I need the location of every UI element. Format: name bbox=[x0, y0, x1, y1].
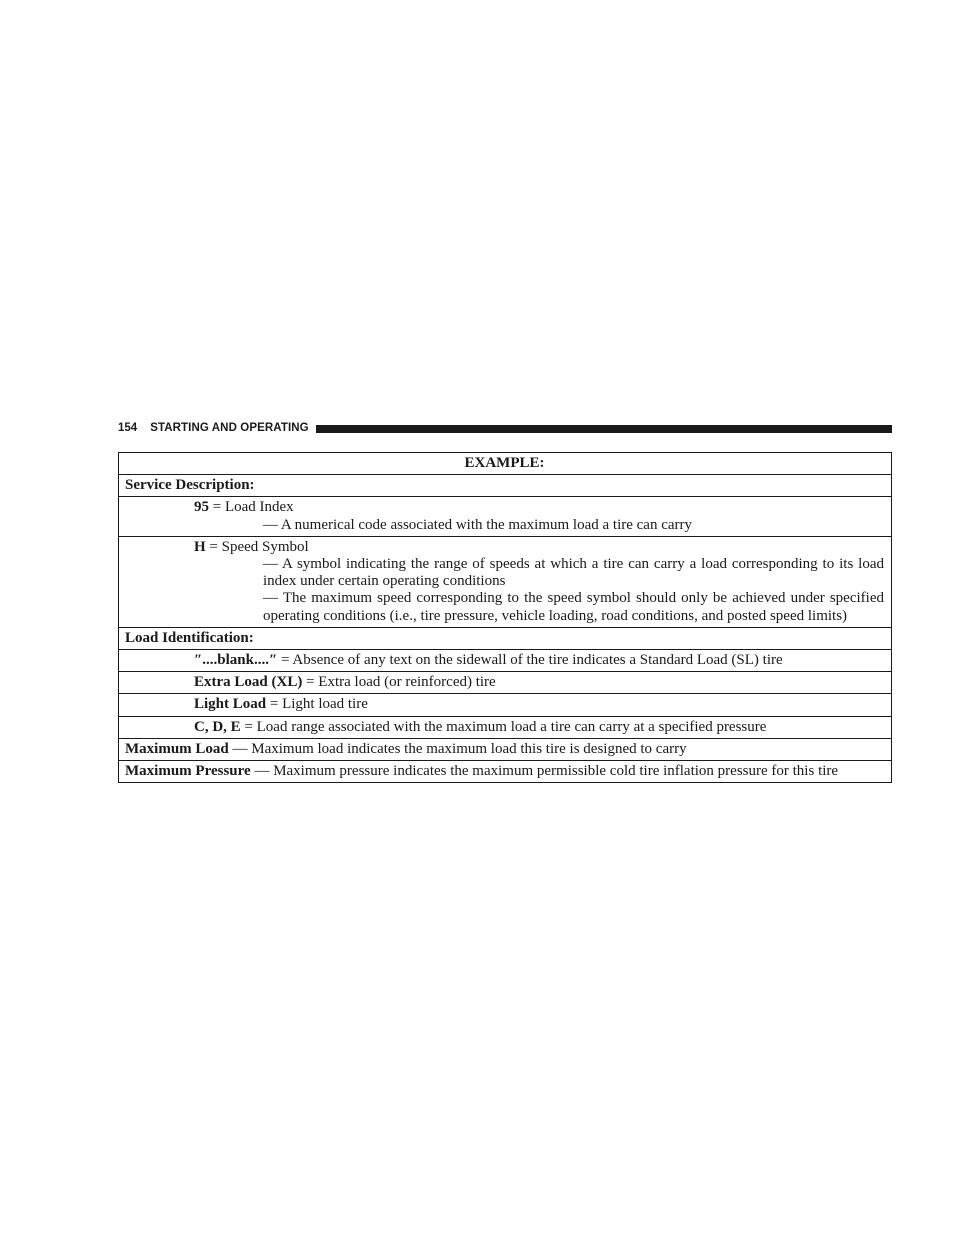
speed-symbol-code: H bbox=[194, 538, 206, 555]
load-desc: = Load range associated with the maximum load a tire can carry at a specified pressure bbox=[240, 718, 767, 735]
maximum-pressure-term: Maximum Pressure bbox=[125, 763, 251, 780]
load-desc: = Extra load (or reinforced) tire bbox=[302, 674, 496, 691]
load-term: Light Load bbox=[194, 696, 267, 713]
load-index-detail: — A numerical code associated with the maximum load a tire can carry bbox=[263, 516, 693, 533]
load-identification-item bbox=[119, 717, 891, 739]
page-header bbox=[118, 419, 892, 437]
load-identification-item bbox=[119, 672, 891, 694]
speed-symbol-label: = Speed Symbol bbox=[205, 538, 309, 555]
load-index-line bbox=[125, 499, 884, 516]
load-identification-heading: Load Identification: bbox=[119, 628, 891, 650]
speed-symbol-detail: — The maximum speed corresponding to the speed symbol should only be achieved under specified operating conditions (i.e., tire pressure, vehicle loading, road conditions, and posted speed limits) bbox=[263, 590, 884, 624]
table-title: EXAMPLE: bbox=[119, 453, 891, 475]
tire-code-table bbox=[118, 452, 892, 783]
maximum-load-row bbox=[119, 739, 891, 761]
load-term: Extra Load (XL) bbox=[194, 674, 303, 691]
load-identification-item bbox=[119, 650, 891, 672]
maximum-pressure-desc: — Maximum pressure indicates the maximum permissible cold tire inflation pressure for this tire bbox=[250, 763, 839, 780]
load-identification-item bbox=[119, 694, 891, 716]
section-title: STARTING AND OPERATING bbox=[150, 422, 309, 434]
load-desc: = Absence of any text on the sidewall of the tire indicates a Standard Load (SL) tire bbox=[277, 652, 783, 669]
load-index-label: = Load Index bbox=[209, 499, 294, 516]
load-desc: = Light load tire bbox=[266, 696, 368, 713]
maximum-load-term: Maximum Load bbox=[125, 740, 229, 757]
load-index-code: 95 bbox=[194, 499, 209, 516]
speed-symbol-line bbox=[125, 539, 884, 556]
speed-symbol-row bbox=[119, 537, 891, 628]
page-number: 154 bbox=[118, 422, 138, 434]
service-description-heading: Service Description: bbox=[119, 475, 891, 497]
load-term: C, D, E bbox=[194, 718, 241, 735]
header-rule bbox=[316, 425, 892, 433]
maximum-pressure-row bbox=[119, 761, 891, 783]
load-term: ″....blank....″ bbox=[194, 652, 278, 669]
speed-symbol-detail: — A symbol indicating the range of speeds at which a tire can carry a load corresponding to its load index under certain operating conditions bbox=[263, 556, 884, 590]
load-index-row bbox=[119, 497, 891, 536]
maximum-load-desc: — Maximum load indicates the maximum load this tire is designed to carry bbox=[228, 740, 687, 757]
